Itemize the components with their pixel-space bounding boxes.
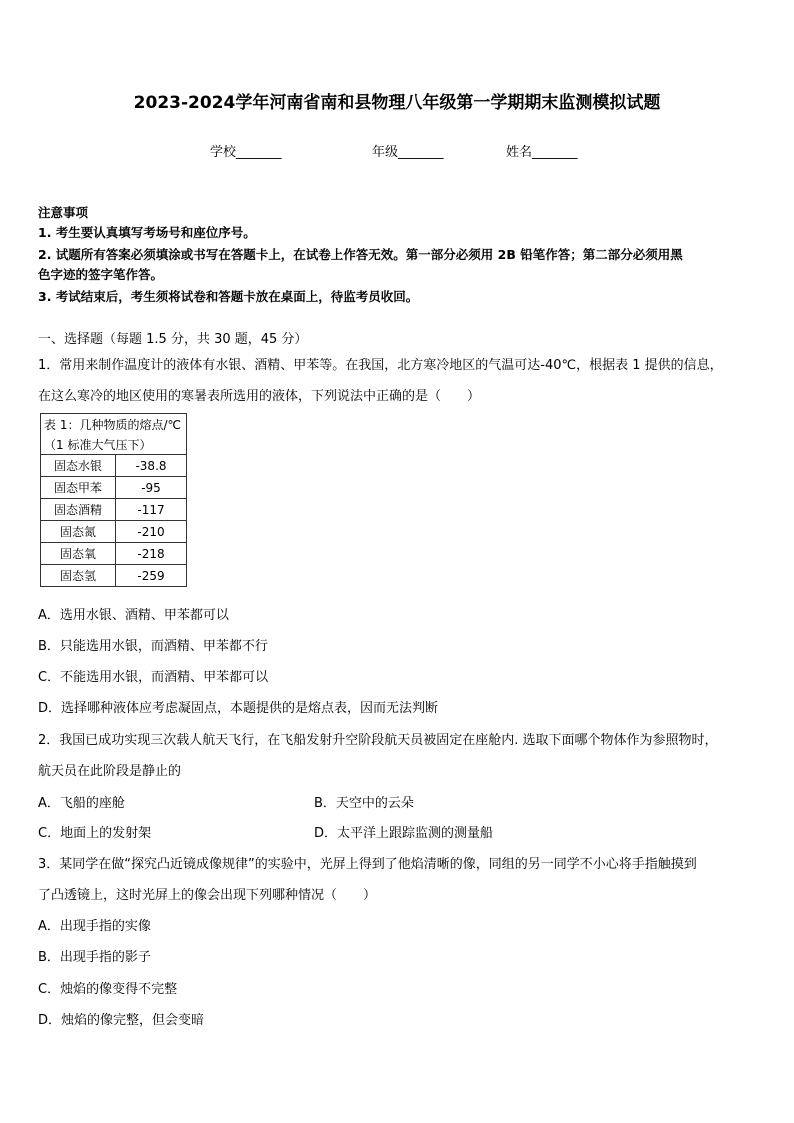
q1-option-c: C．不能选用水银，而酒精、甲苯都可以 bbox=[38, 670, 269, 685]
section-heading: 一、选择题（每题 1.5 分，共 30 题，45 分） bbox=[38, 332, 308, 347]
q1-option-a: A．选用水银、酒精、甲苯都可以 bbox=[38, 608, 229, 623]
q3-stem-line2: 了凸透镜上，这时光屏上的像会出现下列哪种情况（ ） bbox=[38, 888, 377, 903]
table-row bbox=[41, 499, 187, 521]
school-field: 学校_______ bbox=[210, 145, 282, 160]
q1-option-d: D．选择哪种液体应考虑凝固点，本题提供的是熔点表，因而无法判断 bbox=[38, 701, 439, 716]
notice-item-1: 1. 考生要认真填写考场号和座位序号。 bbox=[38, 225, 256, 240]
q2-stem-line1: 2．我国已成功实现三次载人航天飞行，在飞船发射升空阶段航天员被固定在座舱内. 选取下面哪个物体作为参照物时， bbox=[38, 733, 718, 748]
substance-cell: 固态氮 bbox=[41, 521, 116, 543]
q2-stem-line2: 航天员在此阶段是静止的 bbox=[38, 764, 182, 779]
value-cell: -210 bbox=[116, 521, 187, 543]
q1-stem-line1: 1．常用来制作温度计的液体有水银、酒精、甲苯等。在我国，北方寒冷地区的气温可达-40℃，根据表 1 提供的信息， bbox=[38, 358, 723, 373]
q3-stem-line1: 3．某同学在做“探究凸近镜成像规律”的实验中，光屏上得到了他焰清晰的像，同组的另一同学不小心将手指触摸到 bbox=[38, 857, 697, 872]
q3-option-c: C．烛焰的像变得不完整 bbox=[38, 982, 178, 997]
notice-item-3: 3. 考试结束后，考生须将试卷和答题卡放在桌面上，待监考员收回。 bbox=[38, 289, 419, 304]
table-row bbox=[41, 477, 187, 499]
substance-cell: 固态酒精 bbox=[41, 499, 116, 521]
value-cell: -259 bbox=[116, 565, 187, 587]
q3-option-d: D．烛焰的像完整，但会变暗 bbox=[38, 1013, 205, 1028]
value-cell: -95 bbox=[116, 477, 187, 499]
table-row bbox=[41, 565, 187, 587]
value-cell: -117 bbox=[116, 499, 187, 521]
value-cell: -218 bbox=[116, 543, 187, 565]
table-row bbox=[41, 455, 187, 477]
q2-option-c: C．地面上的发射架 bbox=[38, 826, 152, 841]
table-row bbox=[41, 521, 187, 543]
substance-cell: 固态水银 bbox=[41, 455, 116, 477]
substance-cell: 固态氧 bbox=[41, 543, 116, 565]
table-header-line2: （1 标准大气压下） bbox=[41, 434, 187, 455]
q2-option-a: A．飞船的座舱 bbox=[38, 796, 125, 811]
substance-cell: 固态氢 bbox=[41, 565, 116, 587]
page-title: 2023-2024学年河南省南和县物理八年级第一学期期末监测模拟试题 bbox=[133, 93, 661, 113]
value-cell: -38.8 bbox=[116, 455, 187, 477]
q1-option-b: B．只能选用水银，而酒精、甲苯都不行 bbox=[38, 639, 268, 654]
notice-heading: 注意事项 bbox=[38, 205, 89, 220]
substance-cell: 固态甲苯 bbox=[41, 477, 116, 499]
table-row bbox=[41, 543, 187, 565]
q3-option-b: B．出现手指的影子 bbox=[38, 950, 151, 965]
q2-option-b: B．天空中的云朵 bbox=[314, 796, 414, 811]
melting-point-table bbox=[40, 413, 187, 587]
table-header-line1: 表 1：几种物质的熔点/℃ bbox=[41, 414, 187, 435]
name-field: 姓名_______ bbox=[506, 145, 578, 160]
notice-item-2-line1: 2. 试题所有答案必须填涂或书写在答题卡上，在试卷上作答无效。第一部分必须用 2B 铅笔作答；第二部分必须用黑 bbox=[38, 247, 683, 262]
q1-stem-line2: 在这么寒冷的地区使用的寒暑表所选用的液体，下列说法中正确的是（ ） bbox=[38, 389, 481, 404]
grade-field: 年级_______ bbox=[372, 145, 444, 160]
notice-item-2-line2: 色字迹的签字笔作答。 bbox=[38, 267, 164, 282]
q2-option-d: D．太平洋上跟踪监测的测量船 bbox=[314, 826, 494, 841]
q3-option-a: A．出现手指的实像 bbox=[38, 919, 151, 934]
